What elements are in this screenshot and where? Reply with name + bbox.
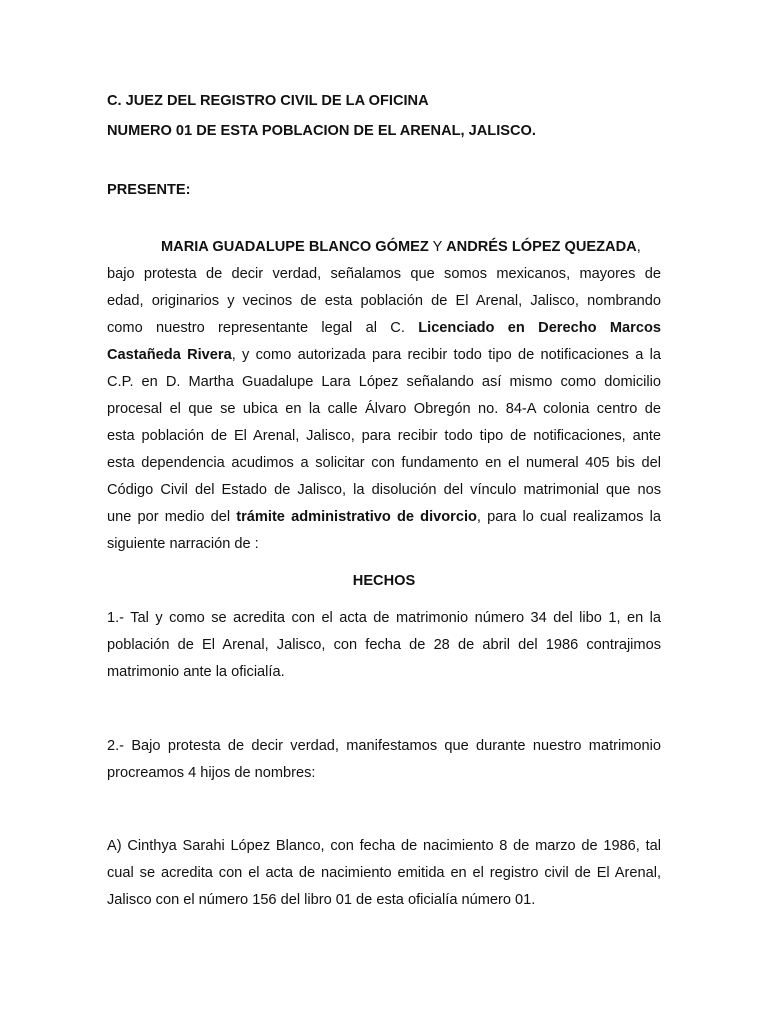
child-a-line-1: A) Cinthya Sarahi López Blanco, con fecha de nacimiento 8 de marzo de 1986, tal (107, 838, 661, 854)
intro-line-1 (161, 238, 641, 256)
addressee-line-2: NUMERO 01 DE ESTA POBLACION DE EL ARENAL, JALISCO. (107, 123, 536, 139)
child-a-line-3: Jalisco con el número 156 del libro 01 de esta oficialía número 01. (107, 892, 536, 908)
intro-line-7: procesal el que se ubica en la calle Álvaro Obregón no. 84-A colonia centro de (107, 401, 661, 417)
addressee-line-1: C. JUEZ DEL REGISTRO CIVIL DE LA OFICINA (107, 93, 429, 109)
intro-line-11-end: , para lo cual realizamos la (476, 509, 661, 525)
intro-line-11 (107, 508, 661, 526)
hecho-1-line-2: población de El Arenal, Jalisco, con fecha de 28 de abril del 1986 contrajimos (107, 637, 661, 653)
intro-line-6: C.P. en D. Martha Guadalupe Lara López señalando así mismo como domicilio (107, 374, 661, 390)
divorce-procedure: trámite administrativo de divorcio (236, 509, 477, 525)
legal-representative: Licenciado en Derecho Marcos (418, 320, 661, 336)
comma: , (636, 239, 641, 255)
intro-line-11-text: une por medio del (107, 509, 237, 525)
hecho-1-line-3: matrimonio ante la oficialía. (107, 664, 285, 680)
petitioner-name-2: ANDRÉS LÓPEZ QUEZADA (446, 239, 637, 255)
presente-heading: PRESENTE: (107, 182, 191, 198)
intro-line-5 (107, 346, 661, 364)
hechos-heading: HECHOS (352, 573, 416, 589)
intro-line-10: Código Civil del Estado de Jalisco, la disolución del vínculo matrimonial que nos (107, 482, 661, 498)
intro-line-12: siguiente narración de : (107, 536, 259, 552)
petitioner-name-1: MARIA GUADALUPE BLANCO GÓMEZ (161, 239, 429, 255)
intro-line-3: edad, originarios y vecinos de esta población de El Arenal, Jalisco, nombrando (107, 293, 661, 309)
intro-line-2: bajo protesta de decir verdad, señalamos que somos mexicanos, mayores de (107, 266, 661, 282)
conjunction: Y (428, 239, 447, 255)
legal-representative-surname: Castañeda Rivera (107, 347, 232, 363)
intro-line-9: esta dependencia acudimos a solicitar con fundamento en el numeral 405 bis del (107, 455, 661, 471)
intro-line-5-text: , y como autorizada para recibir todo tipo de notificaciones a la (231, 347, 661, 363)
intro-line-8: esta población de El Arenal, Jalisco, para recibir todo tipo de notificaciones, ante (107, 428, 661, 444)
hecho-2-line-1: 2.- Bajo protesta de decir verdad, manifestamos que durante nuestro matrimonio (107, 738, 661, 754)
child-a-line-2: cual se acredita con el acta de nacimiento emitida en el registro civil de El Arenal, (107, 865, 661, 881)
hecho-2-line-2: procreamos 4 hijos de nombres: (107, 765, 316, 781)
intro-line-4 (107, 319, 661, 337)
intro-line-4-text: como nuestro representante legal al C. (107, 320, 419, 336)
hecho-1-line-1: 1.- Tal y como se acredita con el acta de matrimonio número 34 del libo 1, en la (107, 610, 661, 626)
document-page (107, 0, 661, 1024)
